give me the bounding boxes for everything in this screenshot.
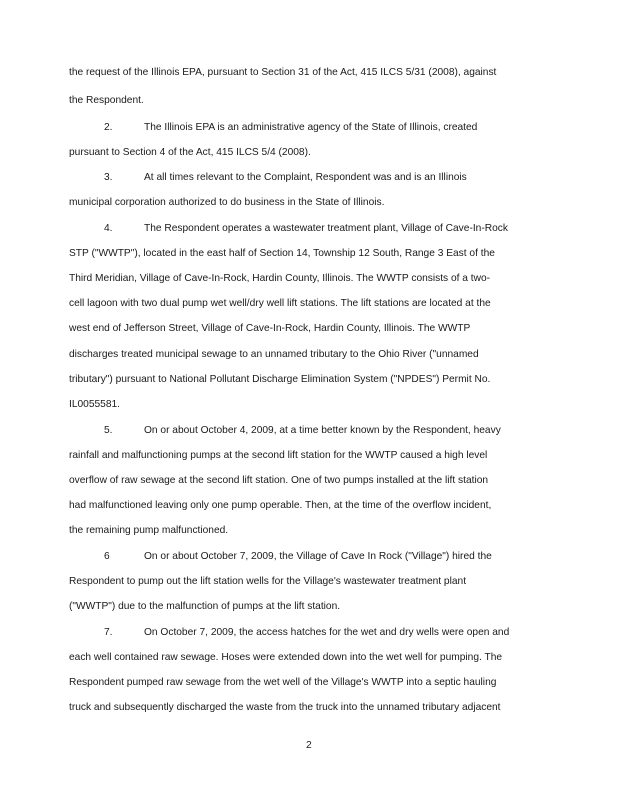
- text-line: Respondent pumped raw sewage from the wet well of the Village's WWTP into a septic hauling: [69, 677, 497, 688]
- paragraph-number: 6: [104, 551, 110, 562]
- text-line: The Respondent operates a wastewater treatment plant, Village of Cave-In-Rock: [144, 223, 508, 234]
- text-line: truck and subsequently discharged the waste from the truck into the unnamed tributary adjacent: [69, 702, 501, 713]
- text-line: On or about October 7, 2009, the Village of Cave In Rock ("Village") hired the: [144, 551, 492, 562]
- text-line: had malfunctioned leaving only one pump operable. Then, at the time of the overflow incident,: [69, 500, 492, 511]
- paragraph-number: 3.: [104, 172, 113, 183]
- text-line: STP ("WWTP"), located in the east half of Section 14, Township 12 South, Range 3 East of the: [69, 248, 495, 259]
- text-line: the request of the Illinois EPA, pursuant to Section 31 of the Act, 415 ILCS 5/31 (2008), against: [69, 67, 497, 78]
- text-line: On or about October 4, 2009, at a time better known by the Respondent, heavy: [144, 425, 501, 436]
- paragraph-number: 2.: [104, 122, 113, 133]
- text-line: each well contained raw sewage. Hoses were extended down into the wet well for pumping. The: [69, 652, 503, 663]
- text-line: At all times relevant to the Complaint, Respondent was and is an Illinois: [144, 172, 467, 183]
- text-line: Respondent to pump out the lift station wells for the Village's wastewater treatment plant: [69, 576, 467, 587]
- text-line: The Illinois EPA is an administrative agency of the State of Illinois, created: [144, 122, 478, 133]
- text-line: IL0055581.: [69, 399, 120, 410]
- paragraph-number: 5.: [104, 425, 113, 436]
- page-number: 2: [306, 740, 312, 751]
- text-line: municipal corporation authorized to do business in the State of Illinois.: [69, 197, 385, 208]
- paragraph-number: 4.: [104, 223, 113, 234]
- text-line: On October 7, 2009, the access hatches for the wet and dry wells were open and: [144, 627, 510, 638]
- text-line: Third Meridian, Village of Cave-In-Rock, Hardin County, Illinois. The WWTP consists of a two-: [69, 273, 491, 284]
- text-line: pursuant to Section 4 of the Act, 415 ILCS 5/4 (2008).: [69, 147, 311, 158]
- text-line: tributary") pursuant to National Pollutant Discharge Elimination System ("NPDES") Permit No.: [69, 374, 491, 385]
- text-line: ("WWTP") due to the malfunction of pumps at the lift station.: [69, 601, 341, 612]
- text-line: discharges treated municipal sewage to an unnamed tributary to the Ohio River ("unnamed: [69, 349, 479, 360]
- text-line: west end of Jefferson Street, Village of Cave-In-Rock, Hardin County, Illinois. The WWTP: [69, 323, 471, 334]
- text-line: rainfall and malfunctioning pumps at the second lift station for the WWTP caused a high level: [69, 450, 488, 461]
- text-line: cell lagoon with two dual pump wet well/dry well lift stations. The lift stations are located at the: [69, 298, 491, 309]
- text-line: the Respondent.: [69, 95, 144, 106]
- text-line: the remaining pump malfunctioned.: [69, 525, 229, 536]
- text-line: overflow of raw sewage at the second lift station. One of two pumps installed at the lift station: [69, 475, 489, 486]
- paragraph-number: 7.: [104, 627, 113, 638]
